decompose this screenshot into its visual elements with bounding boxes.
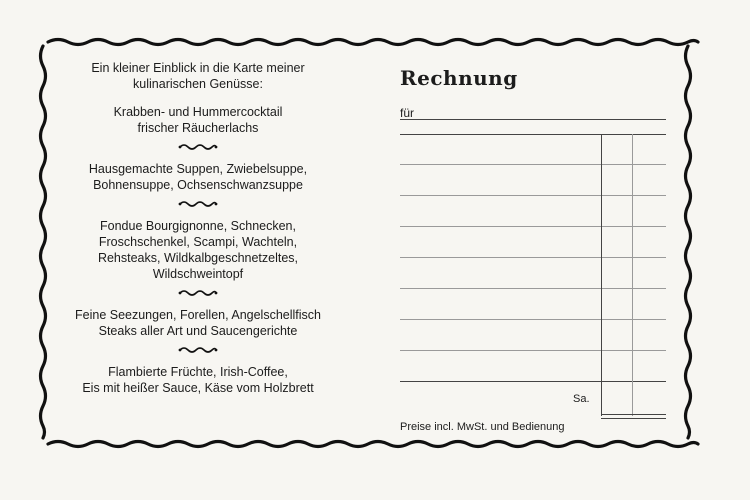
menu-section-fish bbox=[48, 307, 348, 339]
menu-line: Steaks aller Art und Saucengerichte bbox=[98, 324, 298, 338]
menu-section-mains bbox=[48, 218, 348, 282]
menu-section-starters bbox=[48, 104, 348, 136]
ornament-divider bbox=[178, 199, 218, 209]
menu-line: frischer Räucherlachs bbox=[137, 121, 259, 135]
menu-line: Krabben- und Hummercocktail bbox=[113, 105, 283, 119]
item-row-line[interactable] bbox=[400, 288, 666, 289]
item-row-line[interactable] bbox=[400, 257, 666, 258]
item-row-line[interactable] bbox=[400, 350, 666, 351]
menu-section-soups bbox=[48, 161, 348, 193]
menu-line: Hausgemachte Suppen, Zwiebelsuppe, bbox=[88, 162, 308, 176]
recipient-line[interactable] bbox=[400, 119, 666, 120]
cents-column-divider bbox=[632, 134, 633, 416]
menu-line: Rehsteaks, Wildkalbgeschnetzeltes, bbox=[97, 251, 299, 265]
item-row-line[interactable] bbox=[400, 319, 666, 320]
menu-intro bbox=[48, 60, 348, 92]
menu-line: Feine Seezungen, Forellen, Angelschellfisch bbox=[75, 308, 321, 322]
header-rule bbox=[400, 134, 666, 135]
ornament-divider bbox=[178, 142, 218, 152]
ornament-divider bbox=[178, 345, 218, 355]
item-row-line[interactable] bbox=[400, 164, 666, 165]
recipient-label: für bbox=[400, 106, 415, 120]
sum-label: Sa. bbox=[573, 393, 590, 405]
sum-double-rule bbox=[601, 418, 666, 419]
item-row-line[interactable] bbox=[400, 226, 666, 227]
amount-column-divider bbox=[601, 134, 602, 416]
item-row-line[interactable] bbox=[400, 195, 666, 196]
menu-line: Eis mit heißer Sauce, Käse vom Holzbrett bbox=[82, 381, 314, 395]
invoice-title: Rechnung bbox=[400, 66, 518, 90]
menu-line: Flambierte Früchte, Irish-Coffee, bbox=[108, 365, 288, 379]
menu-line: Wildschweintopf bbox=[152, 267, 244, 281]
menu-intro-line: kulinarischen Genüsse: bbox=[133, 77, 263, 91]
total-rule bbox=[400, 381, 666, 382]
menu-line: Fondue Bourgignonne, Schnecken, bbox=[100, 219, 296, 233]
menu-intro-line: Ein kleiner Einblick in die Karte meiner bbox=[91, 61, 305, 75]
menu-section-desserts bbox=[48, 364, 348, 396]
menu-text bbox=[48, 60, 348, 396]
menu-line: Froschschenkel, Scampi, Wachteln, bbox=[98, 235, 298, 249]
ornament-divider bbox=[178, 288, 218, 298]
sum-field[interactable] bbox=[601, 414, 666, 415]
price-footnote: Preise incl. MwSt. und Bedienung bbox=[400, 421, 565, 433]
menu-line: Bohnensuppe, Ochsenschwanzsuppe bbox=[93, 178, 303, 192]
